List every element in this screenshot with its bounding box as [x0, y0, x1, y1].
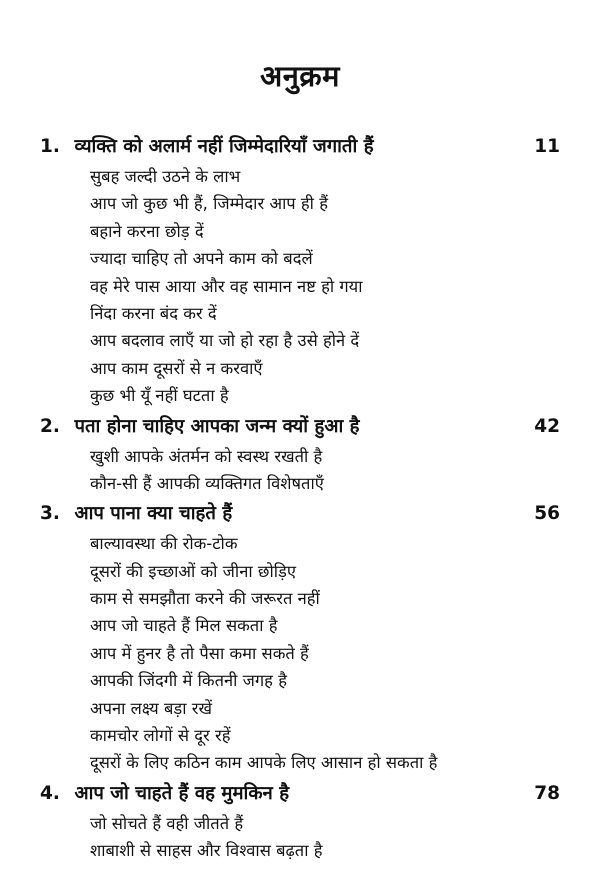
section-entry: खुशी आपके अंतर्मन को स्वस्थ रखती है — [90, 446, 323, 466]
chapter-heading — [40, 497, 232, 530]
section-entry: बहाने करना छोड़ दें — [90, 221, 204, 241]
page-title: अनुक्रम — [260, 59, 340, 93]
section-entry: शाबाशी से साहस और विश्वास बढ़ता है — [90, 841, 323, 861]
section-entry: वह मेरे पास आया और वह सामान नष्ट हो गया — [90, 276, 363, 296]
chapter-number: 4. — [40, 782, 60, 804]
chapter-heading — [40, 777, 289, 810]
chapter-title: आप जो चाहते हैं वह मुमकिन है — [74, 782, 290, 804]
chapter-title: व्यक्ति को अलार्म नहीं जिम्मेदारियाँ जगाती हैं — [74, 136, 374, 157]
section-entry: सुबह जल्दी उठने के लाभ — [90, 167, 241, 186]
chapter-page-number: 78 — [534, 782, 560, 804]
section-entry: कामचोर लोगों से दूर रहें — [90, 726, 231, 746]
section-entry: जो सोचते हैं वही जीतते हैं — [90, 813, 244, 833]
section-entry: आप में हुनर है तो पैसा कमा सकते हैं — [90, 643, 309, 663]
section-entry: दूसरों के लिए कठिन काम आपके लिए आसान हो सकता है — [90, 753, 438, 773]
chapter-heading — [40, 130, 374, 163]
section-entry: अपना लक्ष्य बड़ा रखें — [90, 698, 213, 718]
table-of-contents — [0, 130, 600, 865]
section-entry: ज्यादा चाहिए तो अपने काम को बदलें — [90, 249, 313, 269]
chapter-entry — [0, 410, 600, 443]
chapter-title: पता होना चाहिए आपका जन्म क्यों हुआ है — [74, 415, 360, 437]
chapter-page-number: 56 — [534, 503, 560, 525]
chapter-page-number: 42 — [534, 415, 560, 437]
chapter-heading — [40, 410, 360, 443]
section-entry: काम से समझौता करने की जरूरत नहीं — [90, 589, 320, 609]
chapter-entry — [0, 497, 600, 530]
section-entry: कौन-सी हैं आपकी व्यक्तिगत विशेषताएँ — [90, 473, 324, 493]
section-entry: कुछ भी यूँ नहीं घटता है — [90, 386, 229, 406]
chapter-number: 3. — [40, 503, 60, 525]
section-entry: आपकी जिंदगी में कितनी जगह है — [90, 671, 287, 691]
section-entry: आप काम दूसरों से न करवाएँ — [90, 358, 263, 378]
section-entry: आप बदलाव लाएँ या जो हो रहा है उसे होने दें — [90, 331, 360, 351]
chapter-title: आप पाना क्या चाहते हैं — [74, 503, 233, 525]
chapter-entry — [0, 777, 600, 810]
section-entry: दूसरों की इच्छाओं को जीना छोड़िए — [90, 561, 296, 581]
chapter-number: 1. — [40, 136, 60, 157]
chapter-page-number: 11 — [534, 136, 560, 157]
chapter-entry — [0, 130, 600, 163]
chapter-number: 2. — [40, 415, 60, 437]
section-entry: निंदा करना बंद कर दें — [90, 303, 217, 323]
section-entry: आप जो चाहते हैं मिल सकता है — [90, 616, 278, 636]
section-entry: आप जो कुछ भी हैं, जिम्मेदार आप ही हैं — [90, 194, 328, 214]
section-entry: बाल्यावस्था की रोक-टोक — [90, 534, 238, 554]
